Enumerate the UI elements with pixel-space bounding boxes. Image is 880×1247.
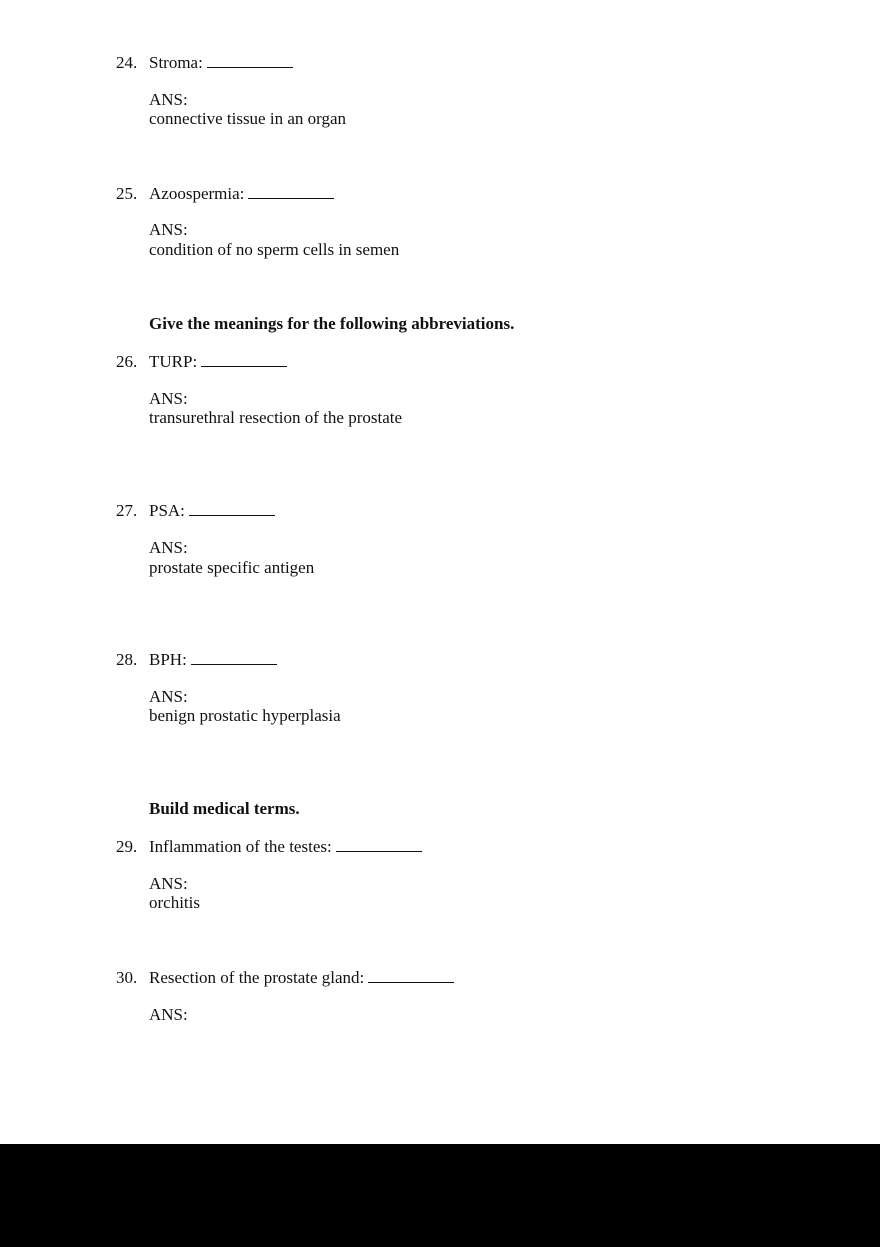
- question-prompt: Inflammation of the testes:: [149, 837, 422, 857]
- question-prompt: Azoospermia:: [149, 184, 334, 204]
- answer-blank: [336, 837, 422, 852]
- question-prompt: Stroma:: [149, 53, 293, 73]
- ans-label: ANS:: [149, 389, 188, 408]
- ans-label: ANS:: [149, 90, 188, 109]
- answer-blank: [368, 968, 454, 983]
- question-prompt: BPH:: [149, 650, 277, 670]
- answer-text: orchitis: [149, 893, 200, 912]
- ans-label: ANS:: [149, 874, 188, 893]
- question-number: 26.: [116, 352, 138, 371]
- question-number: 24.: [116, 53, 138, 72]
- question-prompt: TURP:: [149, 352, 287, 372]
- question-prompt: Resection of the prostate gland:: [149, 968, 454, 988]
- answer-blank: [248, 184, 334, 199]
- ans-label: ANS:: [149, 687, 188, 706]
- question-prompt: PSA:: [149, 501, 275, 521]
- ans-label: ANS:: [149, 220, 188, 239]
- question-number: 25.: [116, 184, 138, 203]
- answer-blank: [201, 352, 287, 367]
- answer-text: connective tissue in an organ: [149, 109, 347, 128]
- answer-text: benign prostatic hyperplasia: [149, 706, 341, 725]
- question-number: 27.: [116, 501, 138, 520]
- question-number: 29.: [116, 837, 138, 856]
- answer-text: transurethral resection of the prostate: [149, 408, 403, 427]
- answer-blank: [189, 501, 275, 516]
- section-heading-build-terms: Build medical terms.: [149, 799, 300, 818]
- answer-blank: [191, 650, 277, 665]
- answer-text: condition of no sperm cells in semen: [149, 240, 400, 259]
- question-number: 30.: [116, 968, 138, 987]
- ans-label: ANS:: [149, 1005, 188, 1024]
- answer-blank: [207, 53, 293, 68]
- question-number: 28.: [116, 650, 138, 669]
- bottom-black-bar: [0, 1144, 880, 1247]
- ans-label: ANS:: [149, 538, 188, 557]
- section-heading-abbreviations: Give the meanings for the following abbreviations.: [149, 314, 515, 333]
- answer-text: prostate specific antigen: [149, 558, 315, 577]
